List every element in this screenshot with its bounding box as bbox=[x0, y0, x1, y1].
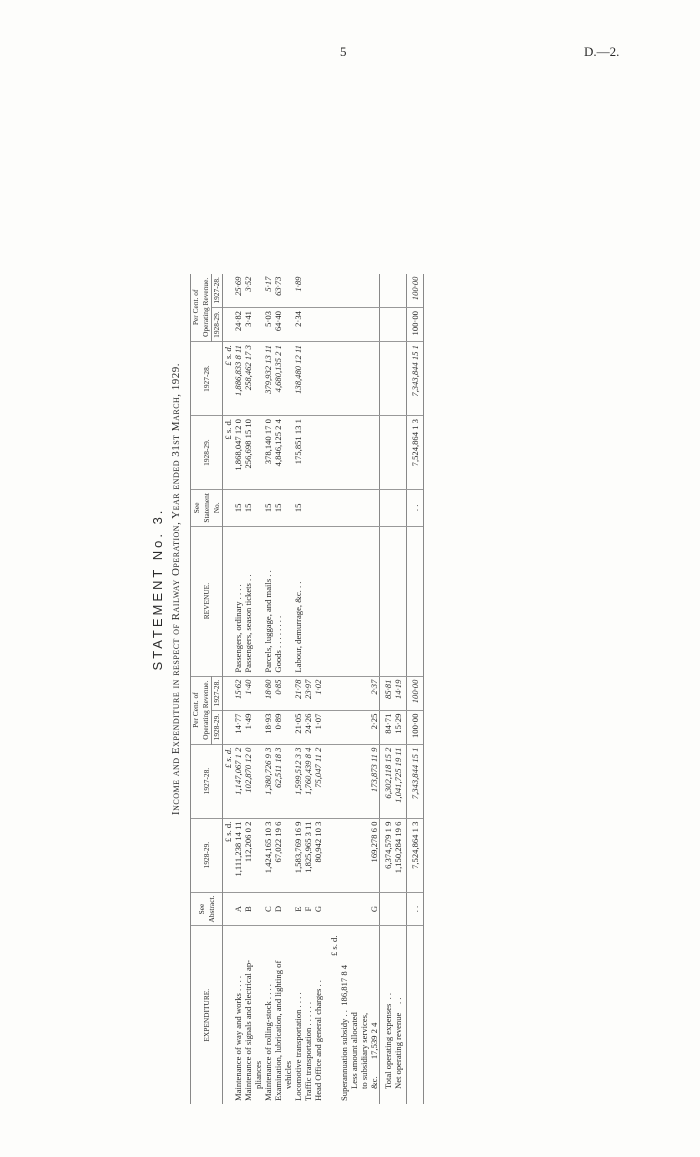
rev-stmt: 15 bbox=[243, 490, 263, 527]
exp-abstract: G bbox=[313, 892, 323, 926]
exp-y1: 80,942 10 3 bbox=[313, 818, 323, 892]
superannuation-y2: 173,873 11 9 bbox=[329, 744, 380, 818]
income-expenditure-table bbox=[190, 274, 424, 1104]
rev-y2: 138,480 12 11 bbox=[293, 342, 303, 416]
table-row bbox=[293, 274, 303, 1104]
exp-y1: 1,111,238 14 11 bbox=[233, 818, 243, 892]
rev-year1-header: 1928-29. bbox=[191, 416, 223, 490]
exp-p1: 1·07 bbox=[313, 710, 323, 744]
abstract-header: See Abstract. bbox=[191, 892, 223, 926]
rev-pct-year1-header: 1928-29. bbox=[212, 308, 223, 342]
rev-stmt: 15 bbox=[293, 490, 303, 527]
rev-label: Labour, demurrage, &c. . . bbox=[293, 526, 303, 676]
table-row bbox=[233, 274, 243, 1104]
exp-p1: 1·49 bbox=[243, 710, 263, 744]
rev-p1: 3·41 bbox=[243, 308, 263, 342]
rev-label: Passengers, ordinary . . . . bbox=[233, 526, 243, 676]
exp-year1-header: 1928-29. bbox=[191, 818, 223, 892]
rev-p1: 64·40 bbox=[273, 308, 293, 342]
rev-p2: 5·17 bbox=[263, 274, 273, 308]
exp-abstract: E bbox=[293, 892, 303, 926]
rev-p2: 1·89 bbox=[293, 274, 303, 308]
exp-p2: 21·78 bbox=[293, 676, 303, 710]
page-number: 5 bbox=[340, 44, 347, 59]
exp-grand-y1: 7,524,864 1 3 bbox=[407, 818, 424, 892]
currency-unit-row bbox=[223, 274, 234, 1104]
exp-p1: 0·89 bbox=[273, 710, 293, 744]
rev-p2: 25·69 bbox=[233, 274, 243, 308]
rev-label: Goods . . . . . . . . bbox=[273, 526, 293, 676]
rev-p1: 24·82 bbox=[233, 308, 243, 342]
exp-lsd2: £ s. d. bbox=[223, 744, 234, 818]
rev-y2: 4,680,135 2 1 bbox=[273, 342, 293, 416]
superannuation-label: £ s. d. Superannuation subsidy . . 186,817 8 4 Less amount allocated to subsidiary services, &c. 17,539 2 4 bbox=[329, 935, 379, 1101]
totals-row bbox=[380, 274, 407, 1104]
exp-lsd1: £ s. d. bbox=[223, 818, 234, 892]
table-row bbox=[273, 274, 293, 1104]
exp-y2: 1,599,512 3 3 bbox=[293, 744, 303, 818]
exp-grand-dots: . . bbox=[407, 892, 424, 926]
exp-y1: 1,424,165 10 3 bbox=[263, 818, 273, 892]
exp-label: Traffic transportation . . . . . . bbox=[303, 1001, 313, 1101]
rev-y1: 4,846,125 2 4 bbox=[273, 416, 293, 490]
exp-abstract: B bbox=[243, 892, 263, 926]
rev-p2: 63·73 bbox=[273, 274, 293, 308]
exp-y1: 67,022 19 6 bbox=[273, 818, 293, 892]
exp-y2: 62,511 18 3 bbox=[273, 744, 293, 818]
rev-lsd2: £ s. d. bbox=[223, 342, 234, 416]
exp-year2-header: 1927-28. bbox=[191, 744, 223, 818]
exp-abstract: D bbox=[273, 892, 293, 926]
rev-year2-header: 1927-28. bbox=[191, 342, 223, 416]
rev-y1: 175,851 13 1 bbox=[293, 416, 303, 490]
exp-p1: 21·05 bbox=[293, 710, 303, 744]
exp-label: Maintenance of way and works . . . . bbox=[233, 975, 243, 1101]
exp-y1: 1,825,965 3 11 bbox=[303, 818, 313, 892]
exp-p2: 23·97 bbox=[303, 676, 313, 710]
rev-grand-dots: . . bbox=[407, 490, 424, 527]
table-row bbox=[303, 274, 313, 1104]
superannuation-p2: 2·37 bbox=[329, 676, 380, 710]
exp-grand-p2: 100·00 bbox=[407, 676, 424, 710]
superannuation-p1: 2·25 bbox=[329, 710, 380, 744]
rev-label: Parcels, luggage, and mails . . bbox=[263, 526, 273, 676]
rev-p2: 3·52 bbox=[243, 274, 263, 308]
superannuation-abstract: G bbox=[329, 892, 380, 926]
exp-p1: 14·77 bbox=[233, 710, 243, 744]
document-reference: D.—2. bbox=[584, 44, 620, 59]
rev-grand-y1: 7,524,864 1 3 bbox=[407, 416, 424, 490]
exp-p2: 18·80 bbox=[263, 676, 273, 710]
table-row bbox=[243, 274, 263, 1104]
rev-pct-header: Per Cent. of Operating Revenue. bbox=[191, 274, 212, 342]
exp-label: Maintenance of signals and electrical ap- pliances bbox=[243, 959, 263, 1101]
totals-p1: 84·71 15·29 bbox=[380, 710, 407, 744]
exp-label: Examination, lubrication, and lighting of vehicles bbox=[273, 960, 293, 1101]
totals-y1: 6,374,579 1 9 1,150,284 19 6 bbox=[380, 818, 407, 892]
rev-y1: 378,140 17 0 bbox=[263, 416, 273, 490]
totals-label: Total operating expenses . . Net operating revenue . . bbox=[380, 926, 407, 1104]
exp-p2: 1·40 bbox=[243, 676, 263, 710]
exp-p2: 1·02 bbox=[313, 676, 323, 710]
exp-y1: 1,583,769 16 9 bbox=[293, 818, 303, 892]
statement-heading: STATEMENT No. 3. bbox=[150, 507, 165, 671]
exp-label: Head Office and general charges . . bbox=[313, 980, 323, 1101]
exp-grand-p1: 100·00 bbox=[407, 710, 424, 744]
exp-p1: 18·93 bbox=[263, 710, 273, 744]
exp-label: Locomotive transportation . . . . bbox=[293, 992, 303, 1101]
rev-grand-p1: 100·00 bbox=[407, 308, 424, 342]
exp-y2: 102,870 12 0 bbox=[243, 744, 263, 818]
grand-total-row bbox=[407, 274, 424, 1104]
superannuation-y1: 169,278 6 0 bbox=[329, 818, 380, 892]
expenditure-header: EXPENDITURE. bbox=[191, 926, 223, 1104]
rev-y2: 258,462 17 3 bbox=[243, 342, 263, 416]
totals-y2: 6,302,118 15 2 1,041,725 19 11 bbox=[380, 744, 407, 818]
rev-label: Passengers, season tickets . . bbox=[243, 526, 263, 676]
header-row bbox=[191, 274, 212, 1104]
statement-no-header: See Statement No. bbox=[191, 490, 223, 527]
exp-y1: 112,206 0 2 bbox=[243, 818, 263, 892]
superannuation-row bbox=[329, 274, 380, 1104]
exp-pct-year2-header: 1927-28. bbox=[212, 676, 223, 710]
rotated-statement bbox=[150, 74, 585, 1104]
rev-pct-year2-header: 1927-28. bbox=[212, 274, 223, 308]
exp-abstract: A bbox=[233, 892, 243, 926]
rev-lsd1: £ s. d. bbox=[223, 416, 234, 490]
rev-y1: 1,868,047 12 0 bbox=[233, 416, 243, 490]
rev-stmt: 15 bbox=[263, 490, 273, 527]
exp-pct-header: Per Cent. of Operating Revenue. bbox=[191, 676, 212, 744]
exp-pct-year1-header: 1928-29. bbox=[212, 710, 223, 744]
exp-abstract: C bbox=[263, 892, 273, 926]
rev-y2: 379,932 13 11 bbox=[263, 342, 273, 416]
exp-p1: 24·26 bbox=[303, 710, 313, 744]
revenue-header: REVENUE. bbox=[191, 526, 223, 676]
exp-p2: 0·85 bbox=[273, 676, 293, 710]
rev-p1: 2·34 bbox=[293, 308, 303, 342]
exp-y2: 1,147,067 1 2 bbox=[233, 744, 243, 818]
rev-stmt: 15 bbox=[233, 490, 243, 527]
totals-p2: 85·81 14·19 bbox=[380, 676, 407, 710]
statement-subheading: Income and Expenditure in respect of Railway Operation, Year ended 31st March, 1929. bbox=[170, 362, 182, 816]
table-row bbox=[313, 274, 323, 1104]
exp-y2: 1,760,439 8 4 bbox=[303, 744, 313, 818]
exp-p2: 15·62 bbox=[233, 676, 243, 710]
rev-stmt: 15 bbox=[273, 490, 293, 527]
exp-grand-y2: 7,343,844 15 1 bbox=[407, 744, 424, 818]
exp-abstract: F bbox=[303, 892, 313, 926]
rev-p1: 5·03 bbox=[263, 308, 273, 342]
rev-y2: 1,886,833 8 11 bbox=[233, 342, 243, 416]
statement-table-wrapper bbox=[190, 274, 424, 1104]
exp-y2: 75,047 11 2 bbox=[313, 744, 323, 818]
exp-y2: 1,380,726 9 3 bbox=[263, 744, 273, 818]
exp-label: Maintenance of rolling-stock . . . . bbox=[263, 984, 273, 1101]
rev-grand-p2: 100·00 bbox=[407, 274, 424, 308]
rev-grand-y2: 7,343,844 15 1 bbox=[407, 342, 424, 416]
rev-y1: 256,698 15 10 bbox=[243, 416, 263, 490]
table-row bbox=[263, 274, 273, 1104]
